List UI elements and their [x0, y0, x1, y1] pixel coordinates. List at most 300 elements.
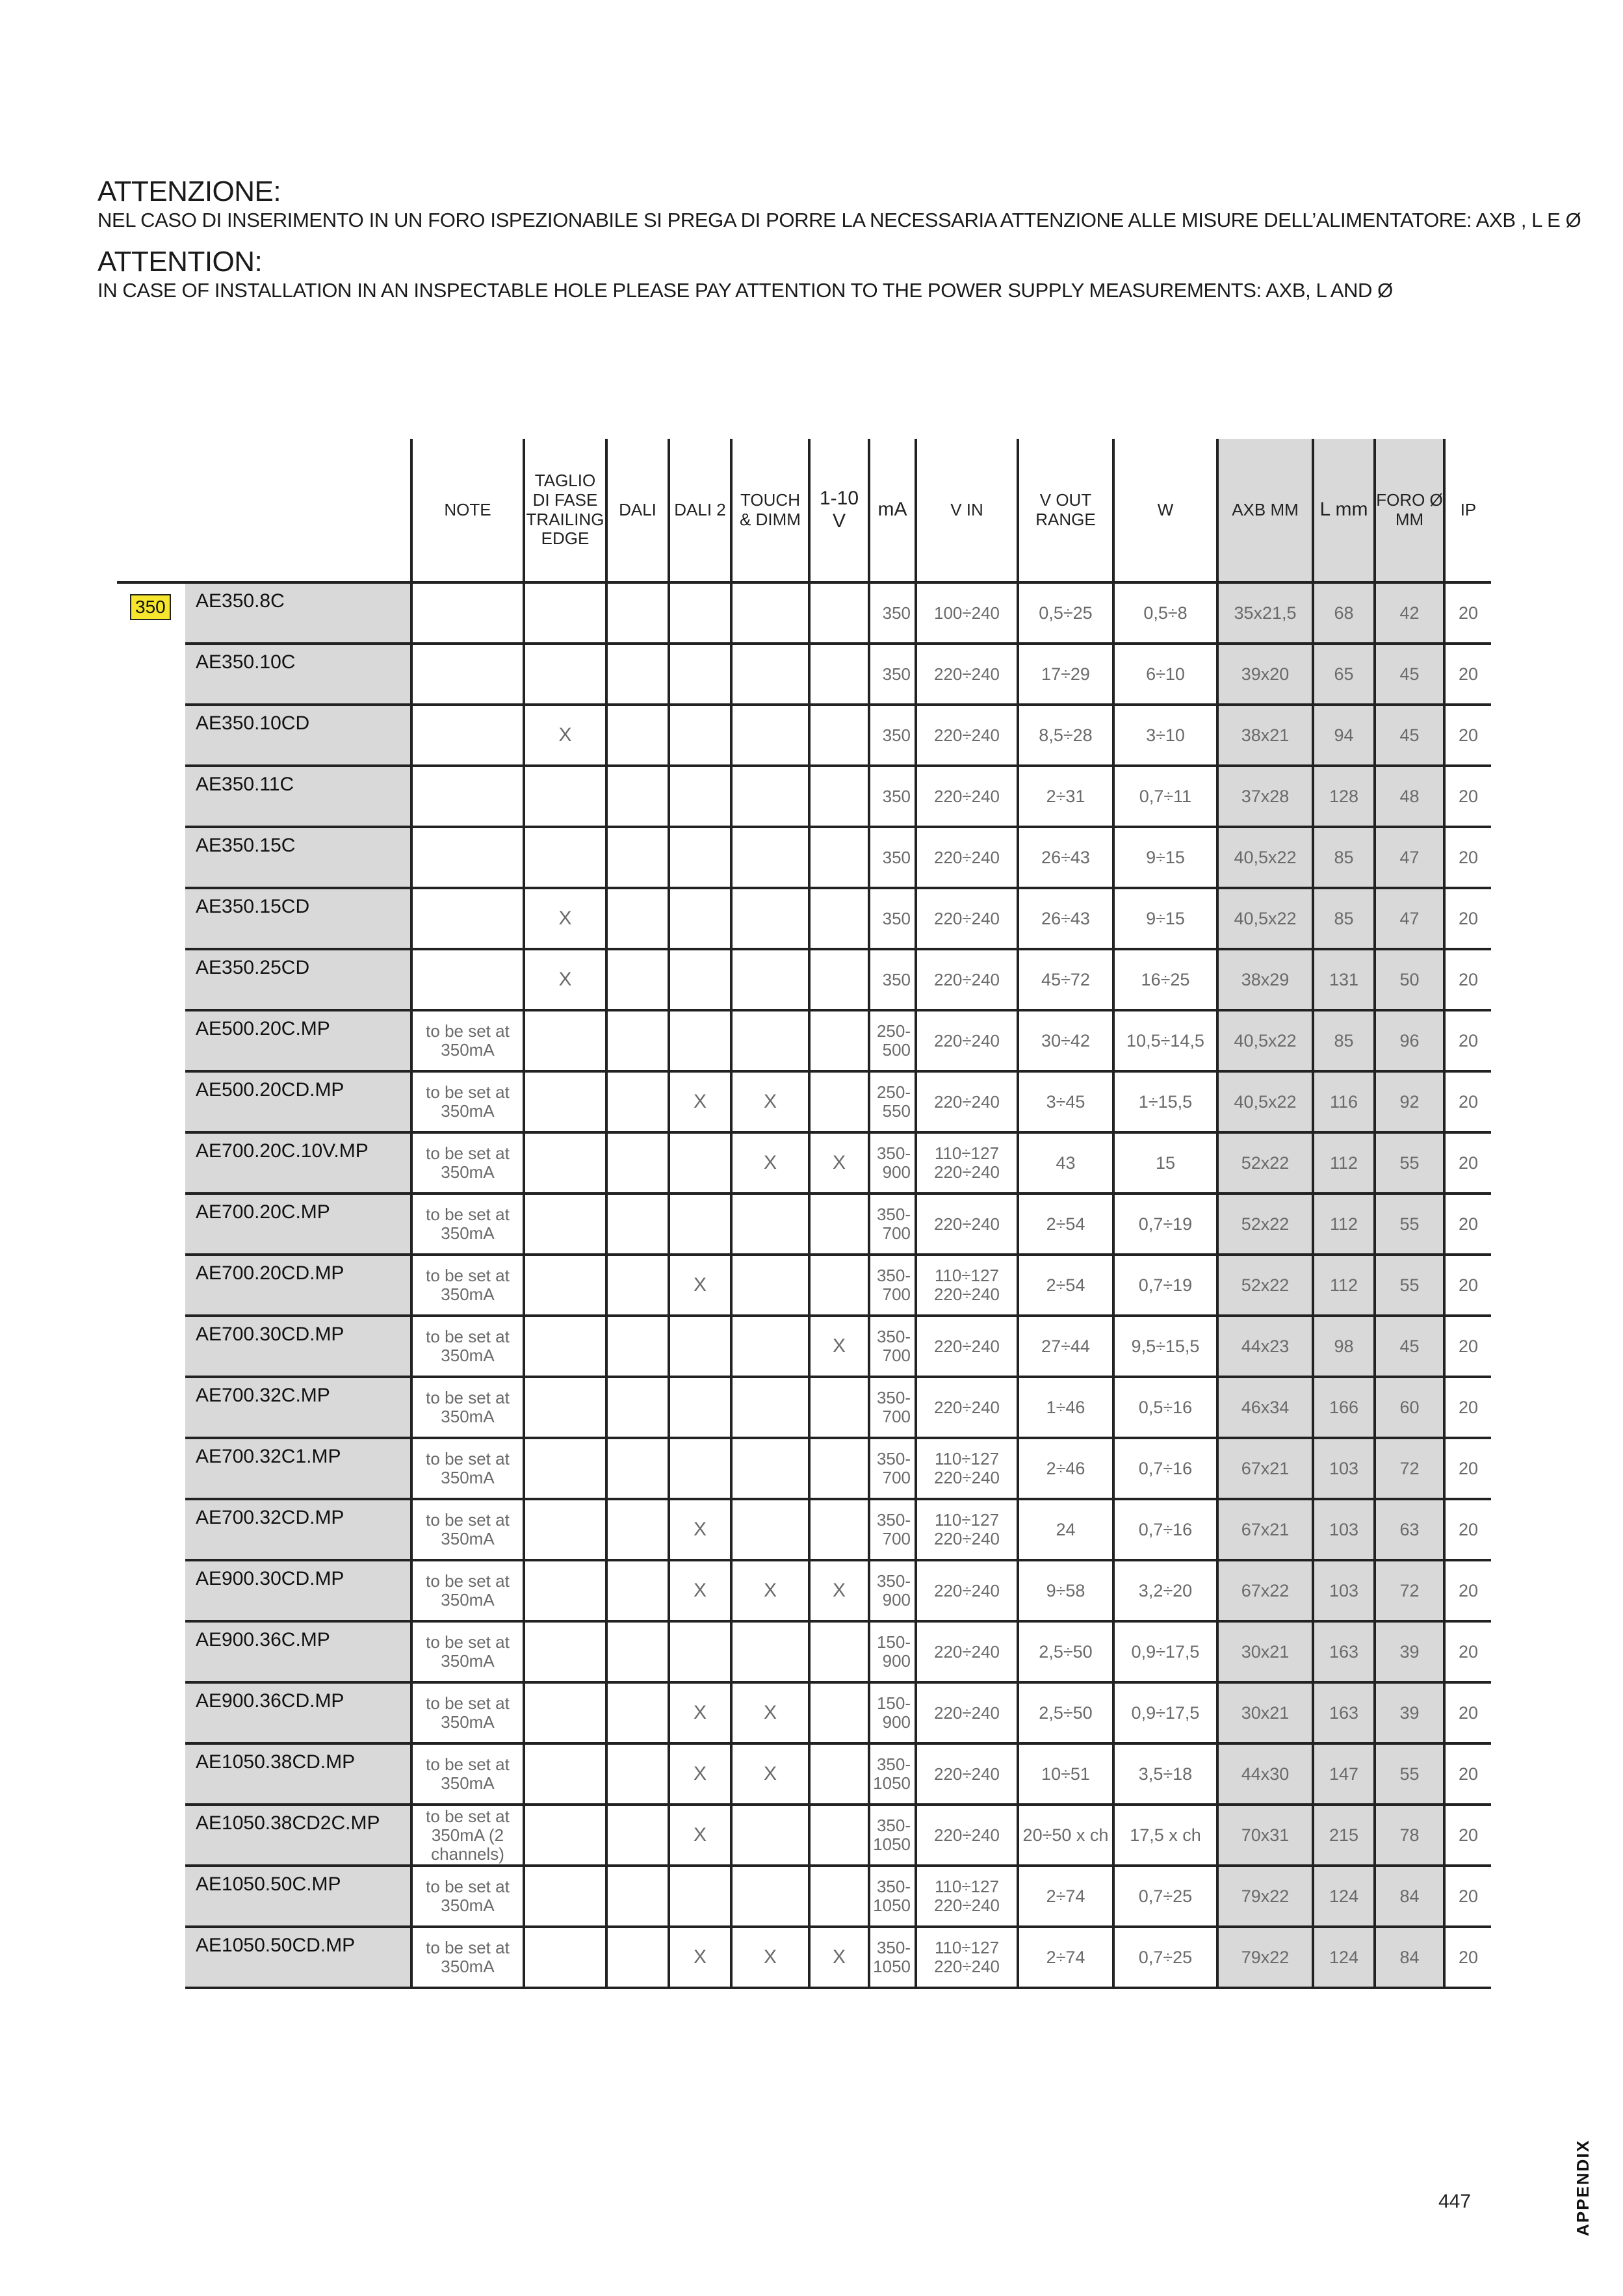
table-row: [117, 949, 1491, 1010]
table-row: [117, 1743, 1491, 1805]
cell-touch-dimm: X: [731, 1560, 809, 1621]
cell-l: 85: [1313, 827, 1375, 888]
cell-touch-dimm: X: [731, 1071, 809, 1132]
cell-v-out-range: 8,5÷28: [1018, 705, 1113, 766]
cell-touch-dimm: [731, 1621, 809, 1682]
cell-note: to be set at 350mA: [411, 1438, 524, 1499]
cell-foro: 84: [1375, 1866, 1444, 1927]
group-cell: [117, 827, 184, 888]
notice-english-text: IN CASE OF INSTALLATION IN AN INSPECTABLE HOLE PLEASE PAY ATTENTION TO THE POWER SUPPLY MEASUREMENTS: AXB, L AND Ø: [97, 279, 1393, 302]
cell-w: 0,7÷19: [1113, 1255, 1217, 1316]
cell-note: to be set at 350mA: [411, 1866, 524, 1927]
cell-v-out-range: 10÷51: [1018, 1743, 1113, 1805]
cell-w: 0,7÷16: [1113, 1438, 1217, 1499]
cell-foro: 55: [1375, 1255, 1444, 1316]
cell-foro: 63: [1375, 1499, 1444, 1560]
group-cell: [117, 1194, 184, 1255]
cell-trailing-edge: [524, 1316, 606, 1377]
cell-ip: 20: [1444, 1377, 1491, 1438]
cell-ma: 350: [869, 949, 916, 1010]
group-cell: [117, 1743, 184, 1805]
cell-trailing-edge: [524, 1805, 606, 1866]
notice-italian-heading: ATTENZIONE:: [97, 176, 281, 207]
model-name: AE1050.50C.MP: [184, 1866, 411, 1927]
cell-axb: 44x30: [1217, 1743, 1313, 1805]
cell-foro: 45: [1375, 705, 1444, 766]
cell-touch-dimm: [731, 888, 809, 949]
group-cell: [117, 949, 184, 1010]
cell-v-in: 220÷240: [916, 1560, 1018, 1621]
cell-axb: 67x21: [1217, 1438, 1313, 1499]
cell-l: 116: [1313, 1071, 1375, 1132]
cell-v-out-range: 9÷58: [1018, 1560, 1113, 1621]
cell-dali-2: [669, 1132, 731, 1194]
cell-trailing-edge: [524, 1194, 606, 1255]
model-name: AE700.20CD.MP: [184, 1255, 411, 1316]
cell-ip: 20: [1444, 1132, 1491, 1194]
group-cell: [117, 1377, 184, 1438]
cell-v-in: 220÷240: [916, 1071, 1018, 1132]
group-cell: [117, 1132, 184, 1194]
cell-w: 15: [1113, 1132, 1217, 1194]
cell-ma: 350-1050: [869, 1743, 916, 1805]
group-badge: 350: [130, 594, 171, 620]
cell-note: to be set at 350mA: [411, 1927, 524, 1988]
cell-ma: 350-1050: [869, 1805, 916, 1866]
cell-w: 3,2÷20: [1113, 1560, 1217, 1621]
cell-ip: 20: [1444, 1438, 1491, 1499]
cell-w: 0,9÷17,5: [1113, 1682, 1217, 1743]
cell-ip: 20: [1444, 1621, 1491, 1682]
cell-l: 112: [1313, 1132, 1375, 1194]
cell-foro: 45: [1375, 644, 1444, 705]
cell-l: 163: [1313, 1621, 1375, 1682]
cell-note: to be set at 350mA: [411, 1560, 524, 1621]
cell-l: 166: [1313, 1377, 1375, 1438]
cell-trailing-edge: [524, 1866, 606, 1927]
table-row: [117, 1255, 1491, 1316]
cell-axb: 67x21: [1217, 1499, 1313, 1560]
cell-touch-dimm: [731, 1866, 809, 1927]
cell-dali: [606, 1743, 669, 1805]
cell-ma: 150-900: [869, 1682, 916, 1743]
cell-1-10v: [809, 1071, 869, 1132]
cell-v-in: 220÷240: [916, 1316, 1018, 1377]
cell-ma: 350-700: [869, 1438, 916, 1499]
cell-dali-2: X: [669, 1499, 731, 1560]
cell-dali-2: [669, 1316, 731, 1377]
cell-w: 0,7÷19: [1113, 1194, 1217, 1255]
header-note: NOTE: [411, 439, 524, 582]
cell-dali-2: X: [669, 1927, 731, 1988]
cell-dali: [606, 827, 669, 888]
cell-axb: 79x22: [1217, 1866, 1313, 1927]
cell-touch-dimm: [731, 1194, 809, 1255]
table-row: [117, 1682, 1491, 1743]
cell-ip: 20: [1444, 1010, 1491, 1071]
cell-dali-2: X: [669, 1743, 731, 1805]
cell-l: 68: [1313, 582, 1375, 644]
cell-w: 0,7÷16: [1113, 1499, 1217, 1560]
cell-ma: 350-1050: [869, 1866, 916, 1927]
cell-foro: 47: [1375, 827, 1444, 888]
product-table-wrapper: [117, 439, 1491, 1989]
product-spec-table: [117, 439, 1491, 1989]
group-cell: [117, 1010, 184, 1071]
cell-trailing-edge: [524, 1438, 606, 1499]
group-cell: [117, 705, 184, 766]
cell-axb: 35x21,5: [1217, 582, 1313, 644]
cell-dali: [606, 1927, 669, 1988]
model-name: AE700.30CD.MP: [184, 1316, 411, 1377]
cell-ma: 350: [869, 827, 916, 888]
table-row: [117, 1499, 1491, 1560]
cell-dali: [606, 1682, 669, 1743]
group-cell: [117, 1255, 184, 1316]
header-1-10v: 1-10 V: [809, 439, 869, 582]
cell-axb: 39x20: [1217, 644, 1313, 705]
group-cell: [117, 1866, 184, 1927]
cell-ma: 350-1050: [869, 1927, 916, 1988]
model-name: AE350.10CD: [184, 705, 411, 766]
cell-v-in: 110÷127 220÷240: [916, 1927, 1018, 1988]
table-row: [117, 1071, 1491, 1132]
cell-ma: 350: [869, 705, 916, 766]
cell-trailing-edge: [524, 1377, 606, 1438]
cell-dali-2: [669, 1010, 731, 1071]
table-row: [117, 827, 1491, 888]
cell-w: 1÷15,5: [1113, 1071, 1217, 1132]
table-row: [117, 888, 1491, 949]
cell-l: 103: [1313, 1560, 1375, 1621]
table-row: [117, 1377, 1491, 1438]
cell-1-10v: [809, 888, 869, 949]
cell-touch-dimm: [731, 705, 809, 766]
cell-v-out-range: 0,5÷25: [1018, 582, 1113, 644]
group-cell: [117, 1499, 184, 1560]
cell-foro: 72: [1375, 1438, 1444, 1499]
cell-dali: [606, 1499, 669, 1560]
cell-touch-dimm: [731, 766, 809, 827]
cell-dali: [606, 644, 669, 705]
cell-v-out-range: 3÷45: [1018, 1071, 1113, 1132]
cell-ip: 20: [1444, 1071, 1491, 1132]
model-name: AE700.20C.10V.MP: [184, 1132, 411, 1194]
cell-ip: 20: [1444, 582, 1491, 644]
cell-v-out-range: 2÷74: [1018, 1927, 1113, 1988]
cell-touch-dimm: [731, 644, 809, 705]
cell-dali: [606, 766, 669, 827]
cell-l: 128: [1313, 766, 1375, 827]
cell-trailing-edge: [524, 766, 606, 827]
cell-foro: 96: [1375, 1010, 1444, 1071]
cell-dali: [606, 1560, 669, 1621]
cell-ip: 20: [1444, 888, 1491, 949]
header-trailing-edge: TAGLIO DI FASE TRAILING EDGE: [524, 439, 606, 582]
cell-v-out-range: 26÷43: [1018, 827, 1113, 888]
cell-dali: [606, 1132, 669, 1194]
cell-dali: [606, 1010, 669, 1071]
cell-ma: 150-900: [869, 1621, 916, 1682]
header-l: L mm: [1313, 439, 1375, 582]
cell-v-out-range: 1÷46: [1018, 1377, 1113, 1438]
cell-note: to be set at 350mA: [411, 1621, 524, 1682]
cell-axb: 67x22: [1217, 1560, 1313, 1621]
cell-ip: 20: [1444, 1805, 1491, 1866]
cell-ma: 350-900: [869, 1132, 916, 1194]
group-cell: [117, 766, 184, 827]
cell-v-out-range: 20÷50 x ch: [1018, 1805, 1113, 1866]
cell-foro: 60: [1375, 1377, 1444, 1438]
cell-foro: 48: [1375, 766, 1444, 827]
cell-1-10v: [809, 1621, 869, 1682]
cell-w: 0,7÷25: [1113, 1927, 1217, 1988]
cell-dali: [606, 1377, 669, 1438]
table-row: [117, 705, 1491, 766]
cell-ma: 250-550: [869, 1071, 916, 1132]
cell-touch-dimm: X: [731, 1743, 809, 1805]
model-name: AE900.30CD.MP: [184, 1560, 411, 1621]
page-number: 447: [1438, 2191, 1472, 2212]
cell-v-in: 220÷240: [916, 1010, 1018, 1071]
cell-w: 0,7÷11: [1113, 766, 1217, 827]
cell-v-in: 220÷240: [916, 766, 1018, 827]
cell-axb: 37x28: [1217, 766, 1313, 827]
cell-1-10v: [809, 582, 869, 644]
cell-note: [411, 949, 524, 1010]
cell-dali-2: [669, 582, 731, 644]
table-row: [117, 1438, 1491, 1499]
cell-note: to be set at 350mA: [411, 1743, 524, 1805]
cell-v-out-range: 17÷29: [1018, 644, 1113, 705]
cell-axb: 52x22: [1217, 1132, 1313, 1194]
cell-touch-dimm: [731, 949, 809, 1010]
cell-v-in: 220÷240: [916, 1805, 1018, 1866]
cell-dali: [606, 582, 669, 644]
cell-trailing-edge: [524, 827, 606, 888]
cell-ma: 350: [869, 582, 916, 644]
cell-trailing-edge: [524, 582, 606, 644]
header-ip: IP: [1444, 439, 1491, 582]
table-body: [117, 582, 1491, 1988]
cell-foro: 50: [1375, 949, 1444, 1010]
cell-axb: 79x22: [1217, 1927, 1313, 1988]
cell-1-10v: [809, 1377, 869, 1438]
cell-ip: 20: [1444, 1682, 1491, 1743]
cell-w: 9÷15: [1113, 827, 1217, 888]
model-name: AE350.25CD: [184, 949, 411, 1010]
cell-v-in: 220÷240: [916, 1621, 1018, 1682]
cell-v-out-range: 30÷42: [1018, 1010, 1113, 1071]
cell-w: 6÷10: [1113, 644, 1217, 705]
cell-ma: 350: [869, 888, 916, 949]
table-row: [117, 1866, 1491, 1927]
section-label: APPENDIX: [1573, 2139, 1592, 2236]
cell-axb: 40,5x22: [1217, 827, 1313, 888]
cell-dali-2: X: [669, 1071, 731, 1132]
cell-dali: [606, 1805, 669, 1866]
cell-dali-2: [669, 1438, 731, 1499]
header-touch-dimm: TOUCH & DIMM: [731, 439, 809, 582]
table-row: [117, 644, 1491, 705]
cell-trailing-edge: [524, 1560, 606, 1621]
cell-axb: 30x21: [1217, 1621, 1313, 1682]
model-name: AE900.36C.MP: [184, 1621, 411, 1682]
cell-1-10v: X: [809, 1927, 869, 1988]
cell-w: 10,5÷14,5: [1113, 1010, 1217, 1071]
group-cell: [117, 1071, 184, 1132]
cell-touch-dimm: [731, 1377, 809, 1438]
cell-1-10v: [809, 1866, 869, 1927]
model-name: AE1050.38CD.MP: [184, 1743, 411, 1805]
cell-1-10v: [809, 1194, 869, 1255]
cell-note: [411, 766, 524, 827]
cell-1-10v: [809, 1805, 869, 1866]
cell-dali-2: [669, 766, 731, 827]
model-name: AE500.20CD.MP: [184, 1071, 411, 1132]
cell-v-in: 220÷240: [916, 888, 1018, 949]
notice-english-heading: ATTENTION:: [97, 246, 263, 278]
cell-ma: 350-700: [869, 1316, 916, 1377]
cell-note: to be set at 350mA: [411, 1194, 524, 1255]
cell-axb: 40,5x22: [1217, 1071, 1313, 1132]
cell-note: [411, 705, 524, 766]
cell-v-in: 220÷240: [916, 644, 1018, 705]
cell-dali-2: [669, 705, 731, 766]
cell-note: to be set at 350mA: [411, 1316, 524, 1377]
cell-dali: [606, 949, 669, 1010]
cell-trailing-edge: X: [524, 888, 606, 949]
cell-note: [411, 888, 524, 949]
cell-v-out-range: 2÷54: [1018, 1194, 1113, 1255]
cell-axb: 38x21: [1217, 705, 1313, 766]
cell-axb: 70x31: [1217, 1805, 1313, 1866]
model-name: AE350.8C: [184, 582, 411, 644]
cell-l: 94: [1313, 705, 1375, 766]
cell-touch-dimm: X: [731, 1682, 809, 1743]
cell-axb: 40,5x22: [1217, 1010, 1313, 1071]
model-name: AE700.32CD.MP: [184, 1499, 411, 1560]
model-name: AE900.36CD.MP: [184, 1682, 411, 1743]
cell-w: 0,9÷17,5: [1113, 1621, 1217, 1682]
cell-v-in: 110÷127 220÷240: [916, 1132, 1018, 1194]
cell-foro: 92: [1375, 1071, 1444, 1132]
notice-italian: [97, 176, 1581, 233]
model-name: AE350.10C: [184, 644, 411, 705]
model-name: AE1050.50CD.MP: [184, 1927, 411, 1988]
cell-l: 112: [1313, 1255, 1375, 1316]
cell-dali: [606, 1071, 669, 1132]
header-dali-2: DALI 2: [669, 439, 731, 582]
cell-v-in: 220÷240: [916, 1743, 1018, 1805]
table-row: [117, 1621, 1491, 1682]
cell-foro: 42: [1375, 582, 1444, 644]
model-name: AE700.32C.MP: [184, 1377, 411, 1438]
group-cell: [117, 1682, 184, 1743]
cell-note: [411, 582, 524, 644]
cell-foro: 78: [1375, 1805, 1444, 1866]
cell-dali-2: X: [669, 1682, 731, 1743]
header-foro: FORO Ø MM: [1375, 439, 1444, 582]
cell-axb: 44x23: [1217, 1316, 1313, 1377]
model-name: AE350.15C: [184, 827, 411, 888]
cell-ip: 20: [1444, 1866, 1491, 1927]
cell-w: 17,5 x ch: [1113, 1805, 1217, 1866]
cell-v-out-range: 2,5÷50: [1018, 1682, 1113, 1743]
cell-ip: 20: [1444, 949, 1491, 1010]
cell-axb: 52x22: [1217, 1194, 1313, 1255]
header-ma: mA: [869, 439, 916, 582]
cell-ip: 20: [1444, 1560, 1491, 1621]
cell-1-10v: X: [809, 1316, 869, 1377]
group-cell: [117, 1560, 184, 1621]
cell-foro: 72: [1375, 1560, 1444, 1621]
cell-w: 3÷10: [1113, 705, 1217, 766]
cell-dali: [606, 1194, 669, 1255]
cell-l: 131: [1313, 949, 1375, 1010]
cell-v-out-range: 2÷46: [1018, 1438, 1113, 1499]
cell-w: 0,7÷25: [1113, 1866, 1217, 1927]
cell-v-out-range: 24: [1018, 1499, 1113, 1560]
cell-1-10v: [809, 1743, 869, 1805]
cell-note: [411, 644, 524, 705]
cell-w: 3,5÷18: [1113, 1743, 1217, 1805]
cell-1-10v: [809, 644, 869, 705]
cell-v-in: 220÷240: [916, 1377, 1018, 1438]
header-v-out-range: V OUT RANGE: [1018, 439, 1113, 582]
cell-note: to be set at 350mA: [411, 1255, 524, 1316]
model-name: AE700.32C1.MP: [184, 1438, 411, 1499]
cell-dali-2: [669, 1866, 731, 1927]
cell-note: to be set at 350mA: [411, 1377, 524, 1438]
cell-v-out-range: 26÷43: [1018, 888, 1113, 949]
cell-ma: 350: [869, 644, 916, 705]
cell-trailing-edge: [524, 1010, 606, 1071]
cell-dali-2: X: [669, 1560, 731, 1621]
header-axb: AXB MM: [1217, 439, 1313, 582]
group-cell: [117, 1316, 184, 1377]
cell-dali: [606, 1866, 669, 1927]
cell-dali: [606, 705, 669, 766]
cell-foro: 55: [1375, 1743, 1444, 1805]
cell-axb: 46x34: [1217, 1377, 1313, 1438]
cell-trailing-edge: [524, 1927, 606, 1988]
cell-w: 0,5÷8: [1113, 582, 1217, 644]
cell-foro: 47: [1375, 888, 1444, 949]
cell-v-in: 220÷240: [916, 705, 1018, 766]
table-row: [117, 582, 1491, 644]
notice-english: [97, 246, 1393, 303]
cell-touch-dimm: [731, 1255, 809, 1316]
cell-ma: 350-900: [869, 1560, 916, 1621]
cell-l: 124: [1313, 1866, 1375, 1927]
table-row: [117, 1927, 1491, 1988]
model-name: AE350.11C: [184, 766, 411, 827]
cell-trailing-edge: X: [524, 949, 606, 1010]
cell-ma: 350-700: [869, 1377, 916, 1438]
table-row: [117, 1560, 1491, 1621]
cell-dali: [606, 888, 669, 949]
cell-note: to be set at 350mA (2 channels): [411, 1805, 524, 1866]
cell-ip: 20: [1444, 1255, 1491, 1316]
cell-axb: 40,5x22: [1217, 888, 1313, 949]
group-cell: [117, 644, 184, 705]
cell-1-10v: [809, 705, 869, 766]
model-name: AE350.15CD: [184, 888, 411, 949]
cell-l: 112: [1313, 1194, 1375, 1255]
cell-foro: 39: [1375, 1682, 1444, 1743]
cell-v-out-range: 2÷31: [1018, 766, 1113, 827]
